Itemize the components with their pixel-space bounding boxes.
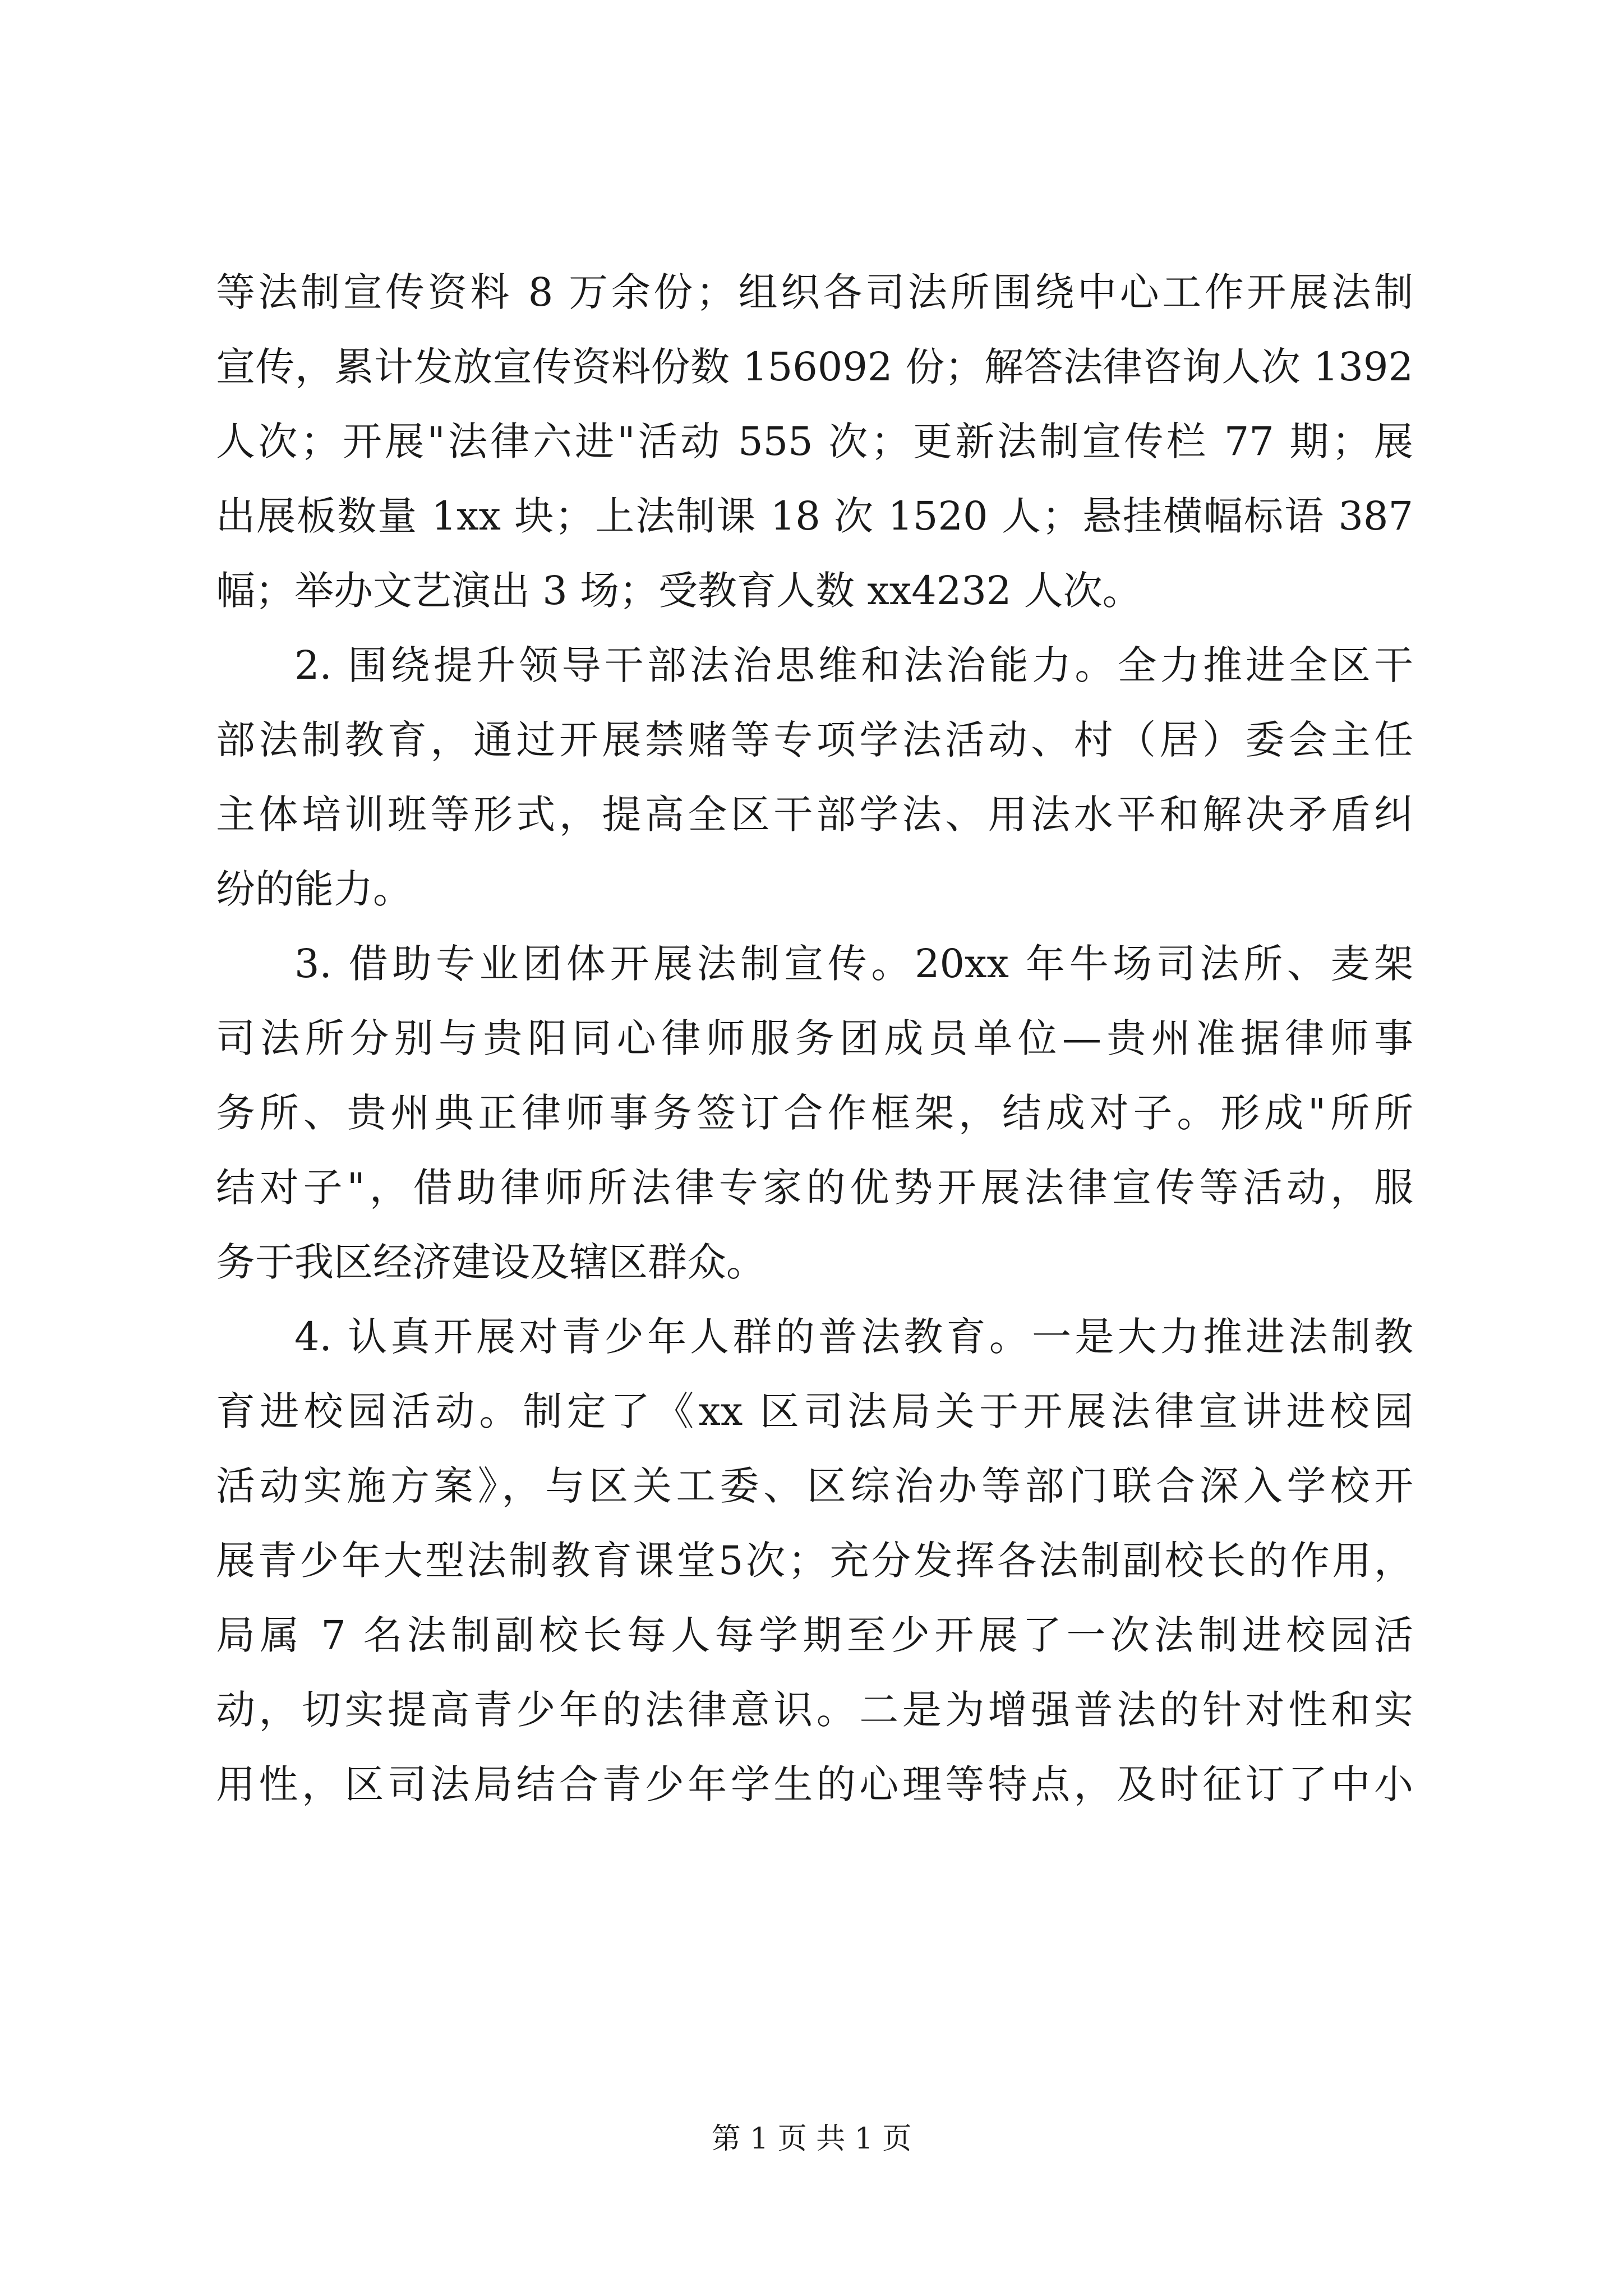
paragraph-first-line: 4. 认真开展对青少年人群的普法教育。一是大力推进法制教 bbox=[294, 1314, 1413, 1360]
text-line: 司法所分别与贵阳同心律师服务团成员单位—贵州准据律师事 bbox=[216, 1015, 1413, 1061]
text-line: 宣传，累计发放宣传资料份数 156092 份；解答法律咨询人次 1392 bbox=[216, 344, 1413, 390]
text-line: 展青少年大型法制教育课堂5次；充分发挥各法制副校长的作用， bbox=[216, 1538, 1413, 1584]
text-line: 幅；举办文艺演出 3 场；受教育人数 xx4232 人次。 bbox=[216, 568, 1142, 614]
text-line: 出展板数量 1xx 块；上法制课 18 次 1520 人；悬挂横幅标语 387 bbox=[216, 493, 1413, 539]
text-line: 主体培训班等形式，提高全区干部学法、用法水平和解决矛盾纠 bbox=[216, 792, 1413, 838]
page-footer: 第 1 页 共 1 页 bbox=[711, 2122, 912, 2156]
text-line: 结对子"，借助律师所法律专家的优势开展法律宣传等活动，服 bbox=[216, 1165, 1413, 1211]
text-line: 人次；开展"法律六进"活动 555 次；更新法制宣传栏 77 期；展 bbox=[216, 418, 1413, 464]
text-line: 务于我区经济建设及辖区群众。 bbox=[216, 1239, 766, 1285]
text-line: 动，切实提高青少年的法律意识。二是为增强普法的针对性和实 bbox=[216, 1687, 1413, 1733]
paragraph-first-line: 3. 借助专业团体开展法制宣传。20xx 年牛场司法所、麦架 bbox=[294, 941, 1413, 987]
text-line: 育进校园活动。制定了《xx 区司法局关于开展法律宣讲进校园 bbox=[216, 1388, 1413, 1434]
text-line: 活动实施方案》，与区关工委、区综治办等部门联合深入学校开 bbox=[216, 1463, 1413, 1509]
text-line: 部法制教育，通过开展禁赌等专项学法活动、村（居）委会主任 bbox=[216, 717, 1413, 763]
text-line: 用性，区司法局结合青少年学生的心理等特点，及时征订了中小 bbox=[216, 1761, 1413, 1807]
text-line: 纷的能力。 bbox=[216, 866, 412, 912]
body-text bbox=[216, 255, 1413, 1822]
paragraph-first-line: 2. 围绕提升领导干部法治思维和法治能力。全力推进全区干 bbox=[294, 642, 1413, 688]
text-line: 局属 7 名法制副校长每人每学期至少开展了一次法制进校园活 bbox=[216, 1612, 1413, 1658]
text-line: 务所、贵州典正律师事务签订合作框架，结成对子。形成"所所 bbox=[216, 1090, 1413, 1136]
text-line: 等法制宣传资料 8 万余份；组织各司法所围绕中心工作开展法制 bbox=[216, 269, 1413, 315]
